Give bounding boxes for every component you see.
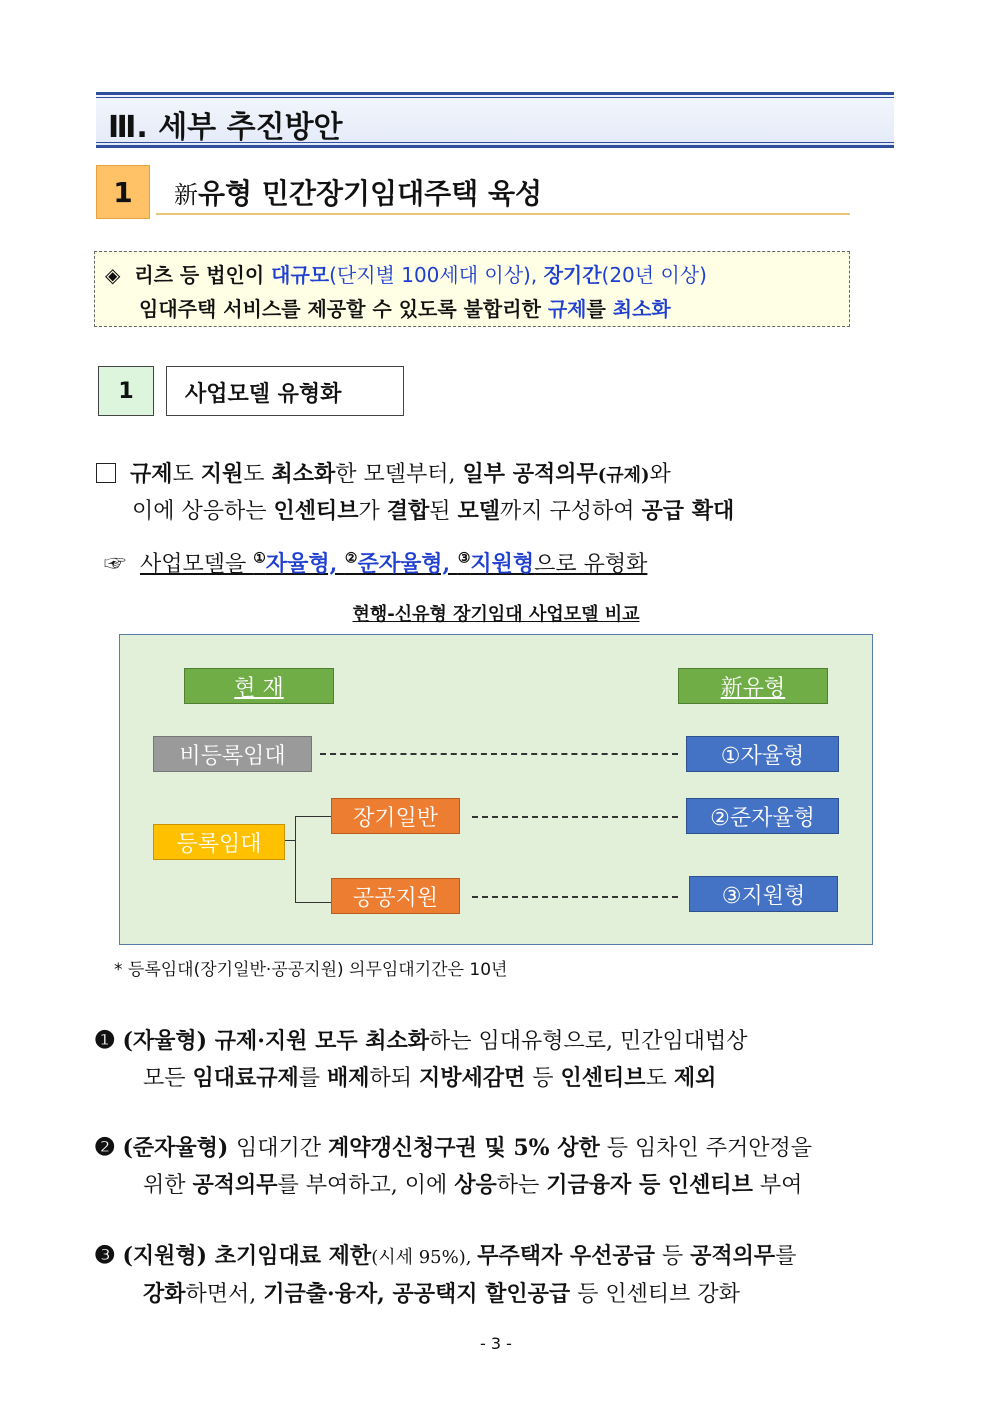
black-circled-one-icon: ❶: [94, 1025, 116, 1054]
bold-text: 제외: [673, 1065, 717, 1091]
text: 부여: [752, 1173, 803, 1198]
bold-text: 규제: [130, 461, 173, 487]
text: 를 부여하고, 이에: [277, 1173, 455, 1198]
registered-rental-box: 등록임대: [153, 824, 285, 860]
section-title: Ⅲ. 세부 추진방안: [108, 110, 343, 145]
item-1-line-1: [94, 1024, 748, 1055]
text: 가: [358, 499, 387, 524]
summary-line-2: [139, 293, 671, 322]
text: 하는: [496, 1173, 547, 1198]
text: 도: [645, 1066, 674, 1091]
summary-highlight: 최소화: [612, 297, 671, 321]
bold-text: (준자율형): [122, 1135, 237, 1161]
footnote: * 등록임대(장기일반·공공지원) 의무임대기간은 10년: [114, 960, 508, 980]
text: (시세 95%),: [371, 1247, 478, 1268]
dashed-connector: [320, 753, 678, 755]
text: 를: [298, 1066, 328, 1091]
summary-text: 를: [586, 297, 613, 321]
text: 위한: [143, 1173, 193, 1198]
text: 를: [775, 1244, 797, 1269]
diagram-caption-text: 현행-신유형 장기임대 사업모델 비교: [352, 604, 640, 625]
black-circled-three-icon: ❸: [94, 1240, 116, 1269]
bold-text: 공급 확대: [641, 498, 735, 524]
new-type-header: 新유형: [678, 668, 828, 704]
bold-text: 모델: [457, 498, 501, 524]
text: 등: [525, 1066, 561, 1091]
text: 까지 구성하여: [500, 499, 642, 524]
bold-text: 최소화: [271, 461, 336, 487]
text: 하면서,: [185, 1282, 264, 1307]
text: 와: [649, 462, 671, 487]
bold-text: 공적의무: [192, 1172, 278, 1198]
model-number-badge: 1: [98, 366, 154, 416]
diamond-icon: ◈: [105, 263, 121, 287]
summary-box: [94, 251, 850, 327]
bold-text: 상응: [454, 1172, 497, 1198]
section-header-bar: [96, 92, 894, 148]
text: 도: [172, 462, 201, 487]
circled-three: ③: [457, 550, 471, 567]
connector-line: [285, 840, 295, 841]
summary-text: 리츠 등 법인이: [134, 263, 272, 287]
circled-one: ①: [253, 550, 266, 567]
bold-text: 일부 공적의무: [462, 461, 598, 487]
checkbox-square-icon: [96, 463, 116, 483]
bold-text: 인센티브: [273, 498, 359, 524]
text: 하는 임대유형으로, 민간임대법상: [429, 1029, 748, 1054]
model-title: 사업모델 유형화: [166, 366, 404, 416]
bold-text: 강화: [143, 1281, 186, 1307]
type1-autonomous-box: ①자율형: [686, 736, 839, 772]
blue-bold-text: 지원형: [470, 551, 535, 577]
connector-line: [295, 902, 331, 903]
summary-line-1: [105, 259, 707, 288]
bold-text: (지원형): [122, 1243, 215, 1269]
bold-text: 공적의무: [690, 1243, 776, 1269]
item-1-line-2: [143, 1061, 716, 1092]
text: 사업모델을: [140, 552, 254, 577]
text: 한 모델부터,: [335, 462, 463, 487]
dashed-connector: [472, 896, 678, 898]
page-number: - 3 -: [480, 1334, 512, 1353]
summary-highlight-detail: (단지별 100세대 이상),: [329, 263, 544, 287]
subsection-title: [174, 172, 542, 212]
subsection-title-text: 유형 민간장기임대주택 육성: [198, 177, 543, 210]
bold-text: (규제): [597, 465, 650, 486]
bold-text: 초기임대료 제한: [214, 1243, 372, 1269]
blue-bold-text: 준자율형,: [357, 551, 458, 577]
subsection-title-prefix: 新: [174, 181, 198, 209]
blue-bold-text: 자율형,: [265, 551, 345, 577]
non-registered-rental-box: 비등록임대: [153, 736, 312, 772]
text: 된: [429, 499, 458, 524]
bold-text: 결합: [386, 498, 430, 524]
text: 도: [243, 462, 272, 487]
bold-text: 계약갱신청구권 및 5% 상한: [328, 1135, 600, 1161]
text: 으로 유형화: [534, 552, 648, 577]
bold-text: 기금융자 등 인센티브: [546, 1172, 753, 1198]
subsection-number-badge: 1: [96, 165, 150, 219]
text: 모든: [143, 1066, 193, 1091]
text: 하되: [369, 1066, 420, 1091]
pointer-text: [140, 552, 647, 577]
model-comparison-diagram: [119, 634, 873, 945]
type2-semi-autonomous-box: ②준자율형: [686, 798, 839, 834]
pointing-hand-icon: ☞: [104, 552, 127, 577]
public-support-box: 공공지원: [331, 878, 460, 914]
circled-two: ②: [344, 550, 358, 567]
bold-text: (자율형): [122, 1028, 215, 1054]
text: 등 임차인 주거안정을: [599, 1136, 812, 1161]
bold-text: 규제·지원 모두 최소화: [214, 1028, 429, 1054]
bold-text: 임대료규제: [192, 1065, 299, 1091]
text: 임대기간: [236, 1136, 329, 1161]
type3-support-box: ③지원형: [689, 876, 838, 912]
bold-text: 지원: [200, 461, 244, 487]
current-header: 현 재: [184, 668, 334, 704]
bold-text: 무주택자 우선공급: [477, 1243, 655, 1269]
bold-text: 지방세감면: [419, 1065, 526, 1091]
bold-text: 인센티브: [560, 1065, 646, 1091]
long-term-general-box: 장기일반: [331, 798, 460, 834]
black-circled-two-icon: ❷: [94, 1132, 116, 1161]
text: 등 인센티브 강화: [570, 1282, 740, 1307]
text: 등: [654, 1244, 691, 1269]
diagram-caption: [0, 600, 992, 626]
item-2-line-2: [143, 1168, 802, 1199]
pointer-line: [104, 547, 647, 578]
paragraph-line-2: [132, 494, 734, 525]
paragraph-line-1: [96, 457, 671, 488]
dashed-connector: [472, 816, 678, 818]
summary-highlight: 장기간: [543, 263, 602, 287]
bold-text: 배제: [327, 1065, 370, 1091]
text: 이에 상응하는: [132, 499, 274, 524]
summary-highlight: 대규모: [271, 263, 330, 287]
connector-line: [295, 816, 331, 817]
bold-text: 기금출·융자, 공공택지 할인공급: [263, 1281, 571, 1307]
summary-text: 임대주택 서비스를 제공할 수 있도록 불합리한: [139, 297, 548, 321]
summary-highlight: 규제: [547, 297, 587, 321]
item-2-line-1: [94, 1131, 812, 1162]
summary-highlight-detail: (20년 이상): [601, 263, 707, 287]
item-3-line-1: [94, 1239, 796, 1270]
subsection-underline: [156, 213, 850, 215]
connector-line: [295, 816, 296, 903]
item-3-line-2: [143, 1277, 740, 1308]
